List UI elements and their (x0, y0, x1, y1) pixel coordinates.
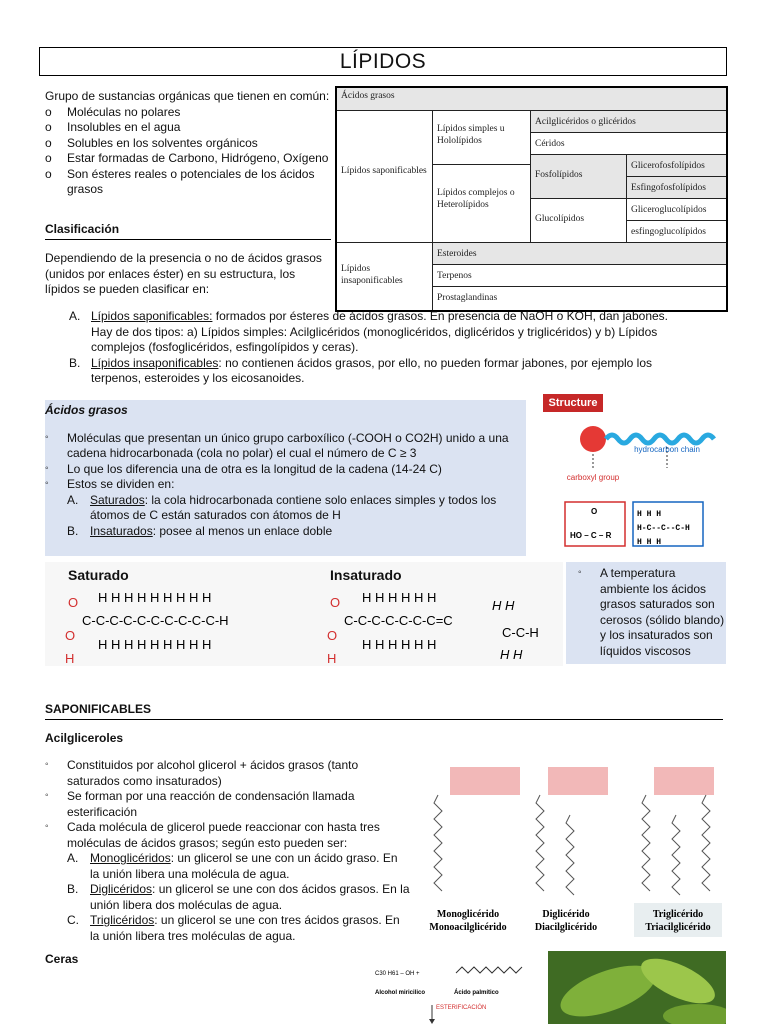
list-item: o Moléculas no polares (45, 105, 330, 121)
reaction-label: ESTERIFICACIÓN (436, 1005, 487, 1011)
svg-text:Triacilglicérido: Triacilglicérido (645, 922, 711, 933)
list-item: B. Insaturados: posee al menos un enlace doble (67, 523, 333, 538)
table-cell: Lípidos complejos o Heterolípidos (432, 164, 530, 242)
acidos-list (45, 431, 520, 493)
clasificacion-paragraph: Dependiendo de la presencia o no de ácidos grasos (unidos por enlaces éster) en su estructura, los lípidos se pueden clasificar en: (45, 251, 322, 296)
table-cell: Prostaglandinas (432, 286, 726, 310)
unsaturated-chain-diagram (322, 585, 560, 667)
table-header: Ácidos grasos (337, 88, 726, 110)
carboxyl-label: carboxyl group (566, 473, 620, 482)
table-cell: Acilglicéridos o glicéridos (530, 110, 726, 132)
svg-text:H-C--C--C-H: H-C--C--C-H (637, 524, 690, 533)
structure-label: Structure (543, 394, 603, 412)
svg-text:O: O (68, 595, 79, 610)
alcohol-formula: C30 H61 – OH + (375, 971, 420, 977)
clasificacion-heading: Clasificación (45, 222, 120, 236)
svg-text:C-C-H: C-C-H (502, 625, 539, 640)
saponificables-heading: SAPONIFICABLES (45, 702, 152, 716)
carboxyl-head-icon (580, 426, 606, 452)
table-cell: Gliceroglucolípidos (626, 198, 726, 220)
saturado-label: Saturado (68, 567, 129, 583)
svg-text:Monoacilglicérido: Monoacilglicérido (429, 922, 507, 933)
glyceride-diagrams (420, 765, 726, 937)
table-cell: esfingoglucolípidos (626, 220, 726, 242)
intro-list (45, 105, 330, 198)
table-cell: Glicerofosfolípidos (626, 154, 726, 176)
acidos-grasos-section (45, 403, 520, 539)
svg-text:H H H H H H: H H H H H H (362, 590, 437, 605)
table-cell: Esteroides (432, 242, 726, 264)
svg-text:O: O (330, 595, 341, 610)
table-cell: Glucolípidos (530, 198, 626, 242)
diglyceride-label: Diglicérido (542, 909, 590, 920)
fatty-acid-structure-diagram (543, 412, 728, 552)
section-heading: Ácidos grasos (45, 403, 128, 417)
svg-text:O: O (65, 628, 76, 643)
list-item: A. Saturados: la cola hidrocarbonada contiene solo enlaces simples y todos los átomos de C están saturados con átomos de H (67, 492, 497, 522)
acilgliceroles-heading: Acilgliceroles (45, 731, 124, 745)
hydrocarbon-tail-icon (606, 435, 714, 443)
monoglyceride-label: Monoglicérido (436, 909, 500, 920)
svg-text:H H H H H H: H H H H H H (362, 637, 437, 652)
intro-section (45, 89, 330, 198)
svg-text:O: O (591, 507, 598, 516)
list-item: A. Monoglicéridos: un glicerol se une con un ácido graso. En la unión libera una molécula de agua. (67, 851, 398, 881)
svg-text:H H H H H H H H H: H H H H H H H H H (98, 637, 212, 652)
list-item: C. Triglicéridos: un glicerol se une con tres ácidos grasos. En la unión libera tres moléculas de agua. (67, 913, 400, 943)
list-item: o Estar formadas de Carbono, Hidrógeno, Oxígeno (45, 151, 330, 167)
svg-text:Diacilglicérido: Diacilglicérido (534, 922, 598, 933)
svg-text:H H: H H (500, 647, 523, 662)
list-item: ◦ Se forman por una reacción de condensación llamada esterificación (45, 789, 410, 820)
svg-text:H H H H H H H H H: H H H H H H H H H (98, 590, 212, 605)
carboxyl-formula: HO – C – R (570, 531, 612, 540)
svg-text:O: O (327, 628, 338, 643)
ceras-heading: Ceras (45, 952, 79, 966)
table-cell: Fosfolípidos (530, 154, 626, 198)
svg-text:H H: H H (492, 598, 515, 613)
svg-text:H: H (65, 651, 75, 665)
list-item: o Insolubles en el agua (45, 120, 330, 136)
svg-text:H H H: H H H (637, 510, 662, 519)
table-cell: Lípidos insaponificables (337, 242, 432, 310)
table-cell: Lípidos saponificables (337, 110, 432, 242)
list-item: B. Diglicéridos: un glicerol se une con dos ácidos grasos. En la unión libera dos moléculas de agua. (67, 882, 410, 912)
svg-text:C-C-C-C-C-C-C=C: C-C-C-C-C-C-C=C (344, 613, 453, 628)
saturated-chain-diagram (60, 585, 300, 665)
list-item: ◦ Estos se dividen en: (45, 477, 520, 493)
table-cell: Céridos (530, 132, 726, 154)
list-item: ◦ A temperatura ambiente los ácidos grasos saturados son cerosos (sólido blando) y los insaturados son líquidos viscosos (578, 566, 726, 659)
acilgliceroles-section (45, 758, 410, 944)
list-item: A. Lípidos saponificables: formados por ésteres de ácidos grasos. En presencia de NaOH o KOH, dan jabones. Hay de dos tipos: a) Lípidos simples: Acilglicéridos (monoglicéridos, diglicéridos y triglicéridos) y b) Lípidos complejos (fosfoglicéridos, esfingolípidos y ceras). (69, 309, 668, 354)
intro-lead: Grupo de sustancias orgánicas que tienen en común: (45, 89, 330, 103)
svg-text:C-C-C-C-C-C-C-C-C-C-H: C-C-C-C-C-C-C-C-C-C-H (82, 613, 229, 628)
wax-leaf-photo (548, 951, 726, 1024)
divider (45, 719, 723, 720)
svg-text:H: H (327, 651, 337, 666)
table-cell: Lípidos simples u Hololípidos (432, 110, 530, 164)
acid-label: Ácido palmítico (454, 990, 499, 996)
alcohol-label: Alcohol miricilico (375, 990, 426, 996)
list-item: ◦ Lo que los diferencia una de otra es la longitud de la cadena (14-24 C) (45, 462, 520, 478)
table-cell: Terpenos (432, 264, 726, 286)
insaturado-label: Insaturado (330, 567, 402, 583)
hydrocarbon-label: hydrocarbon chain (634, 445, 700, 454)
svg-text:H H H: H H H (637, 538, 662, 547)
list-item: ◦ Constituidos por alcohol glicerol + ácidos grasos (tanto saturados como insaturados) (45, 758, 410, 789)
list-item: o Solubles en los solventes orgánicos (45, 136, 330, 152)
triglyceride-label: Triglicérido (652, 909, 704, 920)
list-item: ◦ Moléculas que presentan un único grupo carboxílico (-COOH o CO2H) unido a una cadena hidrocarbonada (cola no polar) el cual el número de C ≥ 3 (45, 431, 520, 462)
list-item: ◦ Cada molécula de glicerol puede reaccionar con hasta tres moléculas de ácidos grasos; según esto pueden ser: (45, 820, 410, 851)
wax-reaction-diagram (372, 955, 542, 1024)
divider (45, 239, 331, 240)
table-cell: Esfingofosfolípidos (626, 176, 726, 198)
list-item: o Son ésteres reales o potenciales de los ácidos grasos (45, 167, 330, 198)
page-title: LÍPIDOS (39, 47, 727, 76)
classification-list (69, 309, 689, 387)
list-item: B. Lípidos insaponificables: no contienen ácidos grasos, por ello, no pueden formar jabones, por ejemplo los terpenos, esteroides y los eicosanoides. (69, 355, 653, 385)
temperature-note (578, 566, 726, 659)
lipid-classification-table (335, 86, 728, 312)
